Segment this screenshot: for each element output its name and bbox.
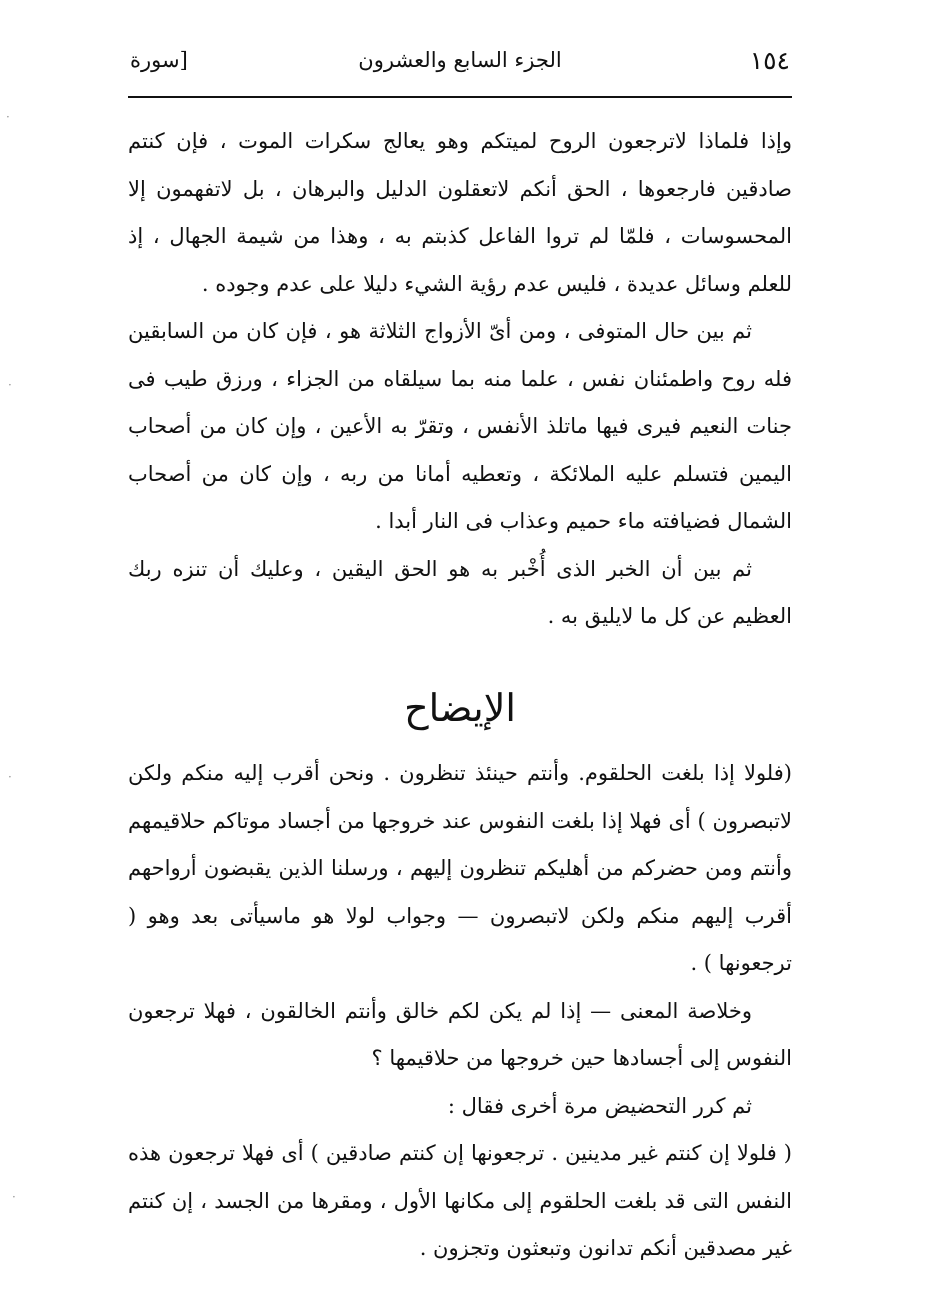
paragraph: ثم كرر التحضيض مرة أخرى فقال :	[447, 1093, 752, 1118]
section-heading: الإيضاح	[404, 686, 516, 730]
scan-artifact: ·	[6, 110, 10, 124]
running-title: الجزء السابع والعشرون	[358, 48, 562, 72]
header-rule	[128, 96, 792, 98]
surah-label: [سورة	[130, 48, 188, 72]
page-number: ١٥٤	[749, 46, 790, 75]
scan-artifact: ·	[8, 770, 12, 784]
scan-artifact: ·	[12, 1190, 16, 1204]
paragraph: وإذا فلماذا لاترجعون الروح لميتكم وهو يعالج سكرات الموت ، فإن كنتم صادقين فارجعوها ، الحق أنكم لاتعقلون الدليل والبرهان ، بل لاتفهمون إلا المحسوسات ، فلمّا لم تروا الفاعل كذبتم به ، وهذا من شيمة الجهال ، إذ للعلم وسائل عديدة ، فليس عدم رؤية الشيء دليلا على عدم وجوده .	[128, 129, 792, 296]
paragraph: وخلاصة المعنى — إذا لم يكن لكم خالق وأنتم الخالقون ، فهلا ترجعون النفوس إلى أجسادها حين خروجها من حلاقيمها ؟	[128, 998, 792, 1070]
paragraph: (فلولا إذا بلغت الحلقوم. وأنتم حينئذ تنظرون . ونحن أقرب إليه منكم ولكن لاتبصرون ) أى فهلا إذا بلغت النفوس عند خروجها من أجساد موتاكم حلاقيمهم وأنتم ومن حضركم من أهليكم تنظرون إليهم ، ورسلنا الذين يقبضون أرواحهم أقرب إليهم منكم ولكن لاتبصرون — وجواب لولا هو ماسيأتى بعد وهو ( ترجعونها ) .	[128, 761, 792, 975]
page-header	[130, 42, 790, 86]
paragraph: ثم بين أن الخبر الذى أُخْبر به هو الحق اليقين ، وعليك أن تنزه ربك العظيم عن كل ما لايليق به .	[128, 556, 792, 628]
explanation-block	[128, 750, 792, 1273]
scan-artifact: ·	[8, 378, 12, 392]
paragraph: ثم بين حال المتوفى ، ومن أىّ الأزواج الثلاثة هو ، فإن كان من السابقين فله روح واطمئنان نفس ، علما منه بما سيلقاه من الجزاء ، ورزق طيب فى جنات النعيم فيرى فيها ماتلذ الأنفس ، وتقرّ به الأعين ، وإن كان من أصحاب اليمين فتسلم عليه الملائكة ، وتعطيه أمانا من ربه ، وإن كان من أصحاب الشمال فضيافته ماء حميم وعذاب فى النار أبدا .	[128, 319, 792, 533]
paragraph: ( فلولا إن كنتم غير مدينين . ترجعونها إن كنتم صادقين ) أى فهلا ترجعون هذه النفس التى قد بلغت الحلقوم إلى مكانها الأول ، ومقرها من الجسد ، إن كنتم غير مصدقين أنكم تدانون وتبعثون وتجزون .	[128, 1141, 792, 1260]
commentary-block	[128, 118, 792, 641]
